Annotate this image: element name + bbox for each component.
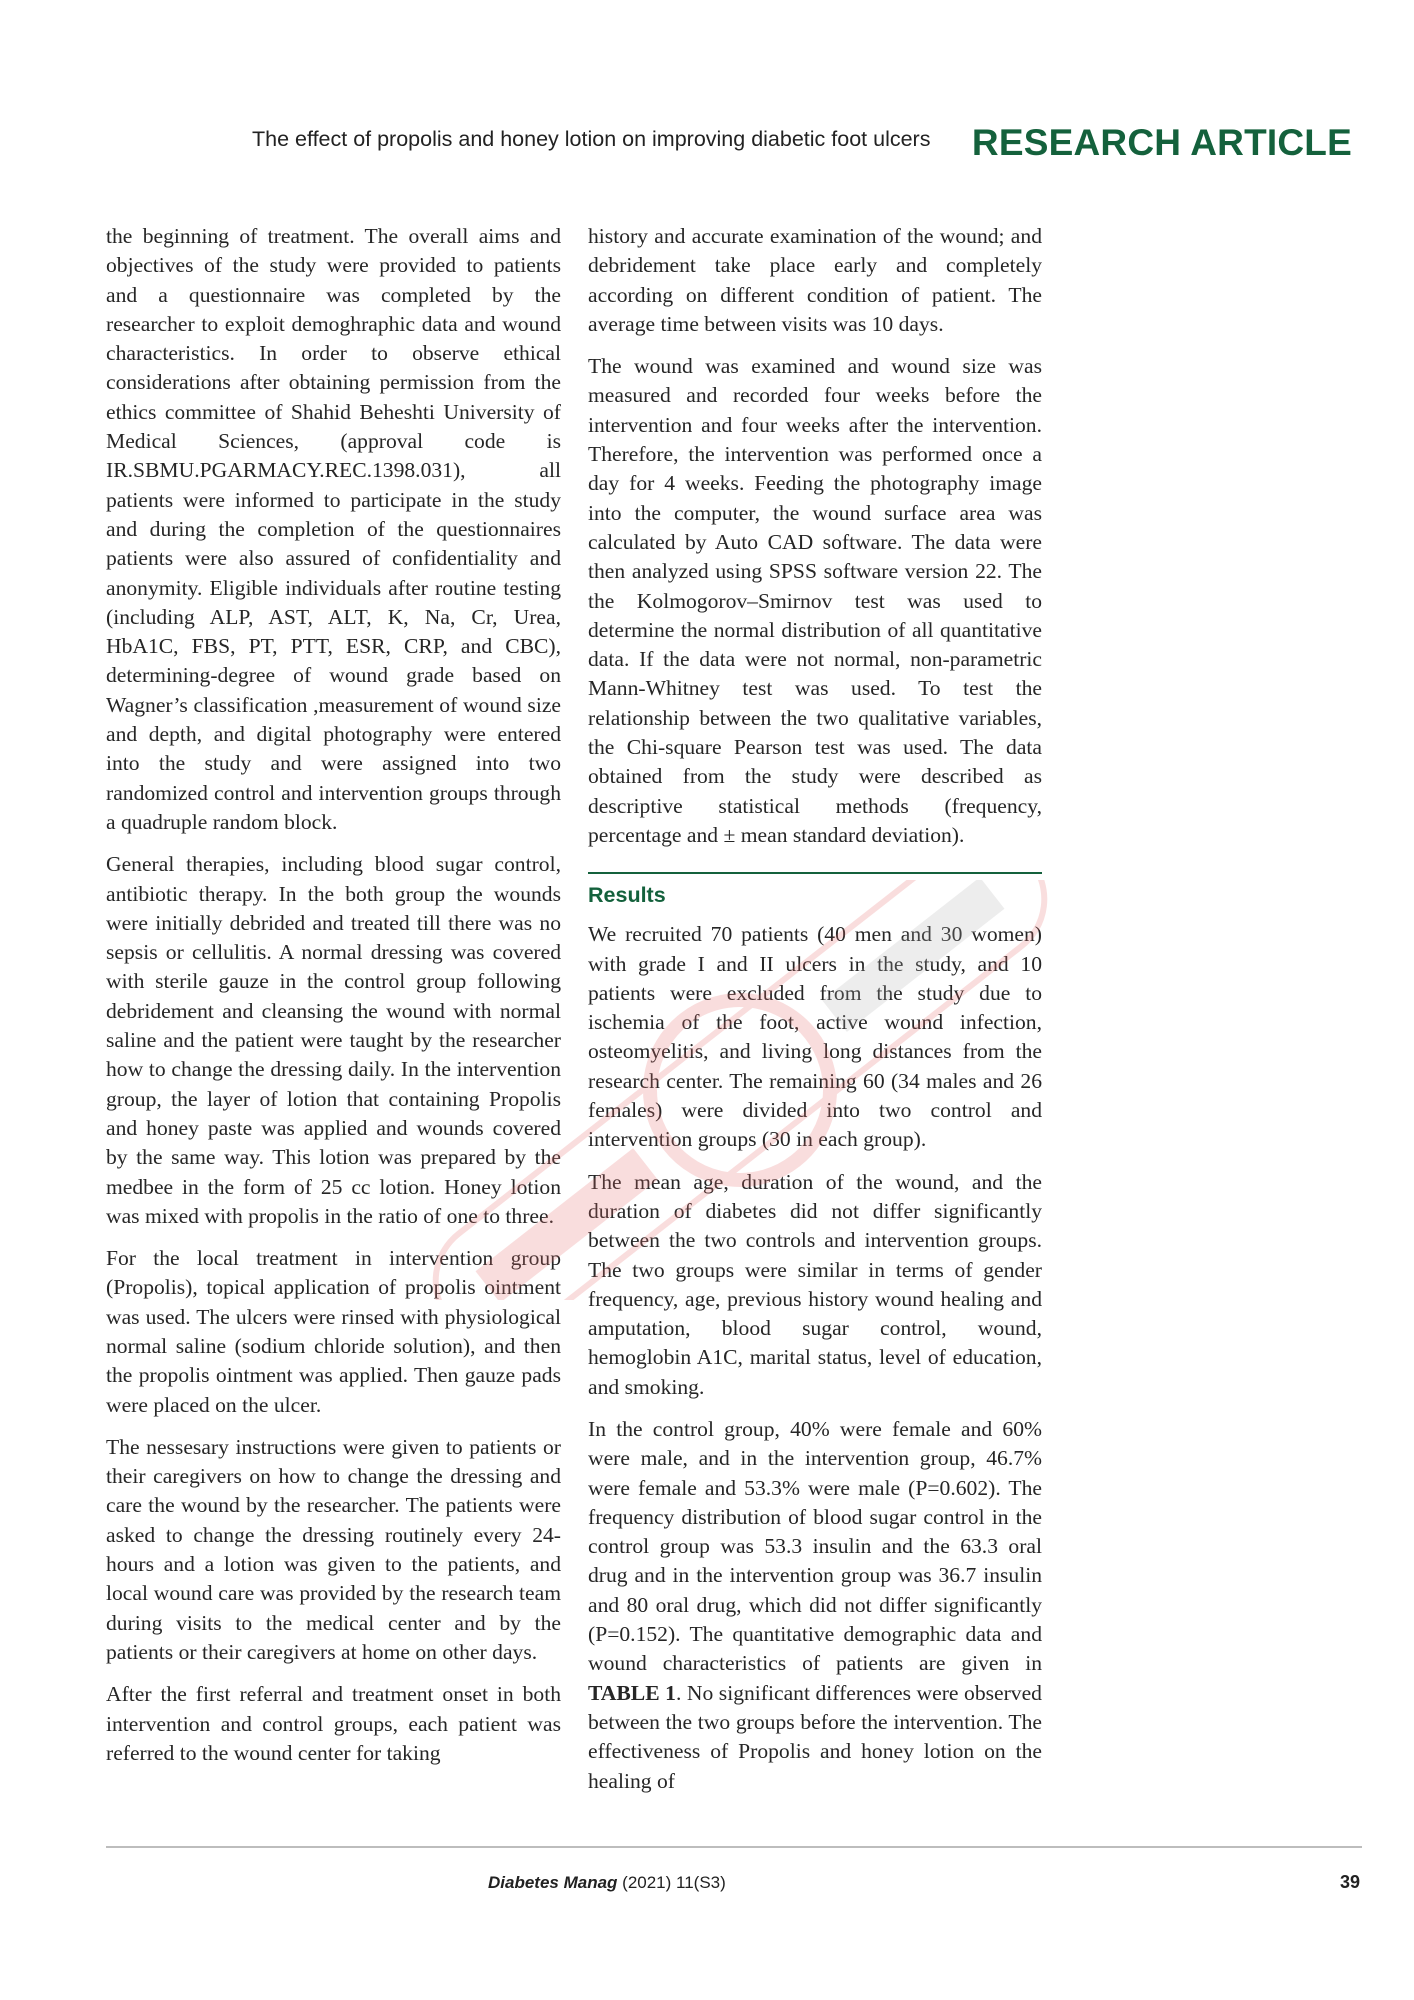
- body-paragraph: After the first referral and treatment onset in both intervention and control groups, each patient was referred to the wound center for taking: [106, 1682, 561, 1765]
- paragraph-text: . No significant differences were observed between the two groups before the intervention. The effectiveness of Propolis and honey lotion on the healing of: [588, 1680, 1042, 1793]
- body-paragraph: General therapies, including blood sugar control, antibiotic therapy. In the both group the wounds were initially debrided and treated till there was no sepsis or cellulitis. A normal dressing was covered with sterile gauze in the control group following debridement and cleansing the wound with normal saline and the patient were taught by the researcher how to change the dressing daily. In the intervention group, the layer of lotion that containing Propolis and honey paste was applied and wounds covered by the same way. This lotion was prepared by the medbee in the form of 25 cc lotion. Honey lotion was mixed with propolis in the ratio of one to three.: [106, 852, 561, 1228]
- journal-volume: (2021) 11(S3): [617, 1873, 726, 1892]
- body-paragraph: the beginning of treatment. The overall aims and objectives of the study were provided to patients and a questionnaire was completed by the researcher to exploit demoghraphic data and wound characteristics. In order to observe ethical considerations after obtaining permission from the ethics committee of Shahid Beheshti University of Medical Sciences, (approval code is IR.SBMU.PGARMACY.REC.1398.031), all patients were informed to participate in the study and during the completion of the questionnaires patients were also assured of confidentiality and anonymity. Eligible individuals after routine testing (including ALP, AST, ALT, K, Na, Cr, Urea, HbA1C, FBS, PT, PTT, ESR, CRP, and CBC), determining-degree of wound grade based on Wagner’s classification ,measurement of wound size and depth, and digital photography were entered into the study and were assigned into two randomized control and intervention groups through a quadruple random block.: [106, 224, 561, 834]
- article-type-label: RESEARCH ARTICLE: [971, 122, 1352, 163]
- body-paragraph: We recruited 70 patients (40 men and 30 women) with grade I and II ulcers in the study, and 10 patients were excluded from the study due to ischemia of the foot, active wound infection, osteomyelitis, and living long distances from the research center. The remaining 60 (34 males and 26 females) were divided into two control and intervention groups (30 in each group).: [588, 922, 1042, 1152]
- results-heading: Results: [588, 883, 666, 908]
- body-paragraph: history and accurate examination of the wound; and debridement take place early and completely according on different condition of patient. The average time between visits was 10 days.: [588, 224, 1042, 336]
- running-title: The effect of propolis and honey lotion on improving diabetic foot ulcers: [252, 127, 931, 151]
- page-number: 39: [1339, 1872, 1360, 1892]
- journal-citation: [488, 1873, 726, 1893]
- paragraph-text: In the control group, 40% were female and 60% were male, and in the intervention group, 46.7% were female and 53.3% were male (P=0.602). The frequency distribution of blood sugar control in the control group was 53.3 insulin and the 63.3 oral drug and in the intervention group was 36.7 insulin and 80 oral drug, which did not differ significantly (P=0.152). The quantitative demographic data and wound characteristics of patients are given in: [588, 1416, 1042, 1676]
- body-paragraph: The wound was examined and wound size was measured and recorded four weeks before the intervention and four weeks after the intervention. Therefore, the intervention was performed once a day for 4 weeks. Feeding the photography image into the computer, the wound surface area was calculated by Auto CAD software. The data were then analyzed using SPSS software version 22. The the Kolmogorov–Smirnov test was used to determine the normal distribution of all quantitative data. If the data were not normal, non-parametric Mann-Whitney test was used. To test the relationship between the two qualitative variables, the Chi-square Pearson test was used. The data obtained from the study were described as descriptive statistical methods (frequency, percentage and ± mean standard deviation).: [588, 354, 1042, 847]
- footer-divider: [106, 1846, 1362, 1848]
- left-column: [106, 222, 561, 1781]
- body-paragraph: [588, 1415, 1042, 1796]
- right-column: [588, 222, 1042, 1809]
- journal-name: Diabetes Manag: [488, 1873, 618, 1892]
- section-divider: [588, 872, 1042, 874]
- body-paragraph: The nessesary instructions were given to patients or their caregivers on how to change the dressing and care the wound by the researcher. The patients were asked to change the dressing routinely every 24-hours and a lotion was given to the patients, and local wound care was provided by the research team during visits to the medical center and by the patients or their caregivers at home on other days.: [106, 1434, 561, 1664]
- table-reference: TABLE 1: [588, 1680, 676, 1705]
- body-paragraph: For the local treatment in intervention group (Propolis), topical application of propolis ointment was used. The ulcers were rinsed with physiological normal saline (sodium chloride solution), and then the propolis ointment was applied. Then gauze pads were placed on the ulcer.: [106, 1246, 561, 1417]
- body-paragraph: The mean age, duration of the wound, and the duration of diabetes did not differ significantly between the two controls and intervention groups. The two groups were similar in terms of gender frequency, age, previous history wound healing and amputation, blood sugar control, wound, hemoglobin A1C, marital status, level of education, and smoking.: [588, 1169, 1042, 1399]
